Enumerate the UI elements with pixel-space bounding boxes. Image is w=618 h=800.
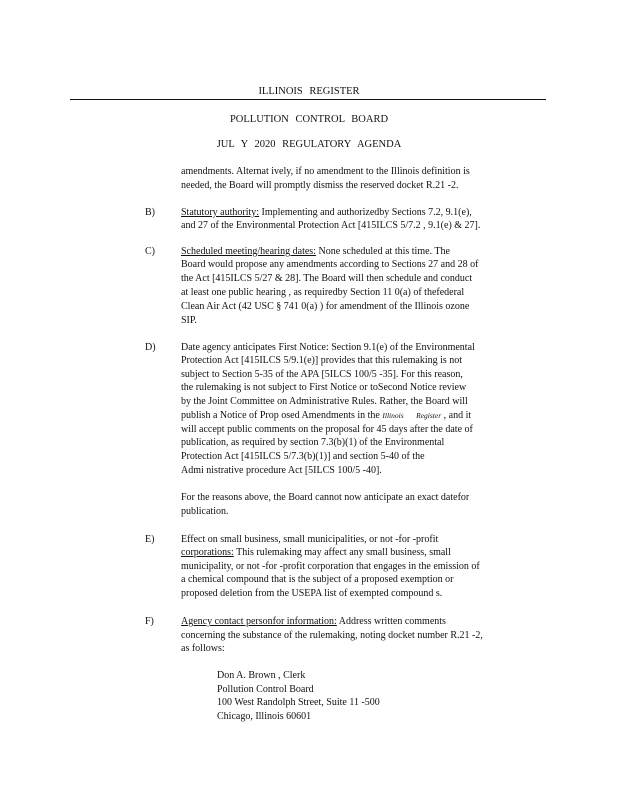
section-d-line-7: will accept public comments on the proposal for 45 days after the date of	[181, 424, 473, 435]
section-f-line-2: concerning the substance of the rulemaking, noting docket number R.21 -2,	[181, 630, 483, 641]
section-f-heading: Agency contact personfor information:	[181, 616, 337, 627]
register-italic-2: Register	[416, 411, 442, 420]
section-d-line-6a: publish a Notice of Prop osed Amendments in the	[181, 410, 383, 421]
section-c-line-5: Clean Air Act (42 USC § 741 0(a) ) for amendment of the Illinois ozone	[181, 301, 470, 312]
section-e-line-3: municipality, or not -for -profit corporation that engages in the emission of	[181, 561, 480, 572]
section-c-line-2: Board would propose any amendments according to Sections 27 and 28 of	[181, 259, 479, 270]
section-b-heading: Statutory authority:	[181, 207, 260, 218]
section-b-line-1-text: Implementing and authorizedby Sections 7.2, 9.1(e),	[259, 207, 472, 218]
section-d-line-3: subject to Section 5-35 of the APA [5ILCS 100/5 -35]. For this reason,	[181, 369, 463, 380]
intro-line-1: amendments. Alternat ively, if no amendment to the Illinois definition is	[181, 166, 470, 177]
section-e-line-2	[181, 547, 451, 559]
section-d-line-6b: , and it	[441, 410, 472, 421]
section-c-heading: Scheduled meeting/hearing dates:	[181, 246, 316, 257]
section-d-line-8: publication, as required by section 7.3(b)(1) of the Environmental	[181, 437, 445, 448]
section-d-line-10: Admi nistrative procedure Act [5ILCS 100/5 -40].	[181, 465, 382, 476]
section-d-label: D)	[145, 342, 156, 353]
register-italic-1: Illinois	[382, 411, 404, 420]
section-d-line-9: Protection Act [415ILCS 5/7.3(b)(1)] and section 5-40 of the	[181, 451, 425, 462]
header-divider	[70, 99, 546, 100]
section-c-line-4: at least one public hearing , as requiredby Section 11 0(a) of thefederal	[181, 287, 465, 298]
section-d-line-6	[181, 410, 471, 422]
section-e-line-4: a chemical compound that is the subject of a proposed exemption or	[181, 574, 454, 585]
section-f-line-1	[181, 616, 446, 628]
section-e-line-2-text: This rulemaking may affect any small business, small	[233, 547, 451, 558]
section-b-line-2: and 27 of the Environmental Protection Act [415ILCS 5/7.2 , 9.1(e) & 27].	[181, 220, 481, 231]
section-e-heading: corporations:	[181, 547, 234, 558]
section-c-line-3: the Act [415ILCS 5/27 & 28]. The Board will then schedule and conduct	[181, 273, 473, 284]
address-line-2: Pollution Control Board	[217, 684, 314, 695]
section-d-line-1: Date agency anticipates First Notice: Section 9.1(e) of the Environmental	[181, 342, 475, 353]
address-line-3: 100 West Randolph Street, Suite 11 -500	[217, 697, 380, 708]
section-f-line-3: as follows:	[181, 643, 225, 654]
section-e-label: E)	[145, 534, 155, 545]
agenda-title: JUL Y 2020 REGULATORY AGENDA	[216, 139, 402, 150]
section-c-line-6: SIP.	[181, 315, 197, 326]
section-d-line-5: by the Joint Committee on Administrative Rules. Rather, the Board will	[181, 396, 468, 407]
intro-line-2: needed, the Board will promptly dismiss the reserved docket R.21 -2.	[181, 180, 459, 191]
section-c-label: C)	[145, 246, 155, 257]
section-f-label: F)	[145, 616, 154, 627]
section-f-line-1-text: Address written comments	[336, 616, 446, 627]
section-c-line-1	[181, 246, 450, 258]
section-b-line-1	[181, 207, 472, 219]
section-e-line-5: proposed deletion from the USEPA list of exempted compound s.	[181, 588, 443, 599]
section-d-para2-line-1: For the reasons above, the Board cannot now anticipate an exact datefor	[181, 492, 470, 503]
address-line-4: Chicago, Illinois 60601	[217, 711, 312, 722]
section-b-label: B)	[145, 207, 155, 218]
section-c-line-1-text: None scheduled at this time. The	[315, 246, 450, 257]
register-header: ILLINOIS REGISTER	[258, 86, 360, 97]
section-e-line-1: Effect on small business, small municipalities, or not -for -profit	[181, 534, 439, 545]
address-line-1: Don A. Brown , Clerk	[217, 670, 306, 681]
section-d-line-2: Protection Act [415ILCS 5/9.1(e)] provides that this rulemaking is not	[181, 355, 463, 366]
section-d-line-4: the rulemaking is not subject to First Notice or toSecond Notice review	[181, 382, 467, 393]
section-d-para2-line-2: publication.	[181, 506, 229, 517]
board-name: POLLUTION CONTROL BOARD	[229, 114, 389, 125]
